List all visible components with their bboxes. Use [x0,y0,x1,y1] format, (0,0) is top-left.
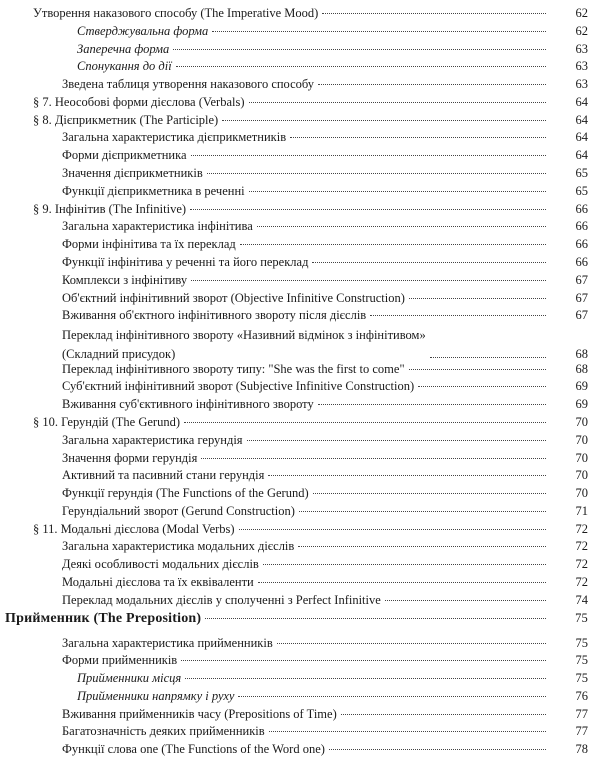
toc-entry [0,166,600,181]
entry-title: Зведена таблиця утворення наказового способу [62,77,315,92]
entry-title: Функції герундія (The Functions of the Gerund) [62,486,309,501]
entry-title: Суб'єктний інфінітивний зворот (Subjective Infinitive Construction) [62,379,415,394]
entry-title: Форми інфінітива та їх переклад [62,237,236,252]
entry-page: 72 [575,557,588,572]
dot-leader [370,315,546,316]
entry-page: 72 [575,575,588,590]
toc-entry [0,671,600,686]
dot-leader [299,511,546,512]
toc-entry [0,397,600,412]
toc-entry [0,95,600,110]
dot-leader [249,191,546,192]
dot-leader [313,493,546,494]
entry-page: 70 [575,468,588,483]
dot-leader [329,749,546,750]
entry-page: 75 [575,653,588,668]
toc-entry [0,379,600,394]
entry-title: Форми дієприкметника [62,148,187,163]
toc-entry [0,113,600,128]
entry-title: § 10. Герундій (The Gerund) [33,415,180,429]
toc-entry [0,237,600,252]
toc-entry [0,202,600,217]
dot-leader [191,280,546,281]
dot-leader [239,529,546,530]
entry-page: 67 [575,290,588,305]
dot-leader [258,582,546,583]
entry-page: 63 [575,41,588,56]
toc-entry [0,433,600,448]
entry-title: Стверджувальна форма [77,23,209,38]
entry-title: Активний та пасивний стани герундія [62,468,265,483]
dot-leader [181,660,546,661]
entry-page: 64 [575,130,588,145]
entry-page: 69 [575,397,588,412]
dot-leader [173,49,546,50]
entry-page: 68 [575,361,588,376]
entry-title: Прийменники напрямку і руху [77,688,235,703]
entry-page: 67 [575,308,588,323]
entry-page: 74 [575,592,588,607]
entry-page: 75 [575,610,588,625]
entry-page: 64 [575,148,588,163]
toc-entry [0,486,600,501]
dot-leader [341,714,546,715]
entry-page: 76 [575,688,588,703]
toc-entry [0,184,600,199]
entry-page: 66 [575,237,588,252]
entry-page: 70 [575,432,588,447]
dot-leader [409,369,546,370]
entry-page: 64 [575,94,588,109]
entry-title: Об'єктний інфінітивний зворот (Objective Infinitive Construction) [62,290,405,305]
entry-title: Прийменники місця [77,671,182,686]
entry-page: 69 [575,379,588,394]
toc-entry [0,468,600,483]
toc-entry [0,539,600,554]
dot-leader [190,209,546,210]
toc-entry [0,636,600,651]
entry-page: 78 [575,742,588,757]
toc-entry [0,557,600,572]
dot-leader [207,173,546,174]
dot-leader [430,357,546,358]
toc-entry [0,326,600,364]
dot-leader [201,458,546,459]
entry-title: § 7. Неособові форми дієслова (Verbals) [33,94,245,109]
entry-title: Функції дієприкметника в реченні [62,183,245,198]
entry-title: Комплекси з інфінітиву [62,272,188,287]
entry-page: 77 [575,706,588,721]
entry-page: 65 [575,166,588,181]
entry-title: Загальна характеристика герундія [62,432,243,447]
toc-entry [0,130,600,145]
toc-entry [0,42,600,57]
toc-entry [0,451,600,466]
entry-page: 63 [575,77,588,92]
entry-title: § 11. Модальні дієслова (Modal Verbs) [33,521,235,536]
dot-leader [240,244,546,245]
entry-page: 65 [575,183,588,198]
toc-entry [0,522,600,537]
entry-title: Переклад інфінітивного звороту «Називний відмінок з інфінітивом» [62,328,426,343]
dot-leader [268,475,546,476]
toc-entry [0,6,600,21]
entry-title: Форми прийменників [62,653,178,668]
entry-page: 70 [575,486,588,501]
entry-page: 62 [575,6,588,20]
dot-leader [191,155,546,156]
entry-title: Значення форми герундія [62,450,198,465]
dot-leader [176,66,546,67]
entry-title: Функції слова one (The Functions of the Word one) [62,742,325,757]
entry-title-continued: (Складний присудок) [62,347,176,362]
entry-title: Загальна характеристика модальних дієслів [62,539,295,554]
toc-entry [0,593,600,608]
entry-title: Загальна характеристика дієприкметників [62,130,287,145]
entry-page: 66 [575,201,588,216]
entry-page: 63 [575,59,588,74]
entry-title: Вживання суб'єктивного інфінітивного звороту [62,397,314,412]
entry-title: Заперечна форма [77,41,170,56]
toc-entry [0,724,600,739]
dot-leader [257,226,546,227]
entry-title: § 8. Дієприкметник (The Participle) [33,112,219,127]
dot-leader [318,84,546,85]
entry-title: Утворення наказового способу (The Imperative Mood) [33,6,319,20]
toc-entry [0,653,600,668]
entry-title: Загальна характеристика інфінітива [62,219,253,234]
dot-leader [205,618,546,619]
dot-leader [385,600,546,601]
toc-entry [0,308,600,323]
dot-leader [277,643,546,644]
entry-page: 62 [575,23,588,38]
entry-title: Вживання об'єктного інфінітивного звороту після дієслів [62,308,367,323]
entry-page: 77 [575,724,588,739]
dot-leader [238,696,546,697]
dot-leader [185,678,546,679]
dot-leader [249,102,546,103]
dot-leader [298,546,546,547]
entry-title: Вживання прийменників часу (Prepositions of Time) [62,706,337,721]
dot-leader [322,13,546,14]
entry-title: Переклад інфінітивного звороту типу: "She was the first to come" [62,361,405,376]
entry-title: Загальна характеристика прийменників [62,635,273,650]
entry-page: 75 [575,635,588,650]
dot-leader [312,262,546,263]
dot-leader [212,31,546,32]
toc-entry [0,504,600,519]
dot-leader [269,731,546,732]
toc-entry [0,219,600,234]
dot-leader [222,120,546,121]
entry-page: 67 [575,272,588,287]
dot-leader [409,298,546,299]
entry-page: 66 [575,254,588,269]
toc-entry [0,255,600,270]
entry-page: 68 [575,347,588,362]
dot-leader [247,440,546,441]
toc-entry [0,59,600,74]
entry-page: 75 [575,671,588,686]
entry-page: 70 [575,415,588,429]
entry-title: Модальні дієслова та їх еквіваленти [62,575,254,590]
dot-leader [318,404,546,405]
entry-title: Функції інфінітива у реченні та його переклад [62,254,309,269]
entry-title: Деякі особливості модальних дієслів [62,557,259,572]
toc-entry [0,24,600,39]
toc-entry [0,575,600,590]
toc-entry [0,291,600,306]
entry-page: 72 [575,521,588,536]
dot-leader [418,386,546,387]
toc-entry [0,415,600,430]
dot-leader [184,422,546,423]
entry-page: 71 [575,503,588,518]
chapter-title: Прийменник (The Preposition) [5,610,202,626]
toc-chapter-heading [0,611,600,626]
entry-title: Переклад модальних дієслів у сполученні з Perfect Infinitive [62,592,381,607]
entry-title: § 9. Інфінітив (The Infinitive) [33,201,187,216]
entry-title: Значення дієприкметників [62,166,203,181]
toc-entry [0,742,600,757]
toc-entry [0,77,600,92]
toc-entry [0,362,600,377]
entry-title: Герундіальний зворот (Gerund Construction) [62,503,295,518]
entry-page: 64 [575,112,588,127]
entry-page: 72 [575,539,588,554]
toc-entry [0,273,600,288]
dot-leader [263,564,546,565]
toc-entry [0,689,600,704]
toc-entry [0,148,600,163]
toc-entry [0,707,600,722]
entry-page: 70 [575,450,588,465]
dot-leader [290,137,546,138]
entry-page: 66 [575,219,588,234]
entry-title: Багатозначність деяких прийменників [62,724,265,739]
entry-title: Спонукання до дії [77,59,172,74]
